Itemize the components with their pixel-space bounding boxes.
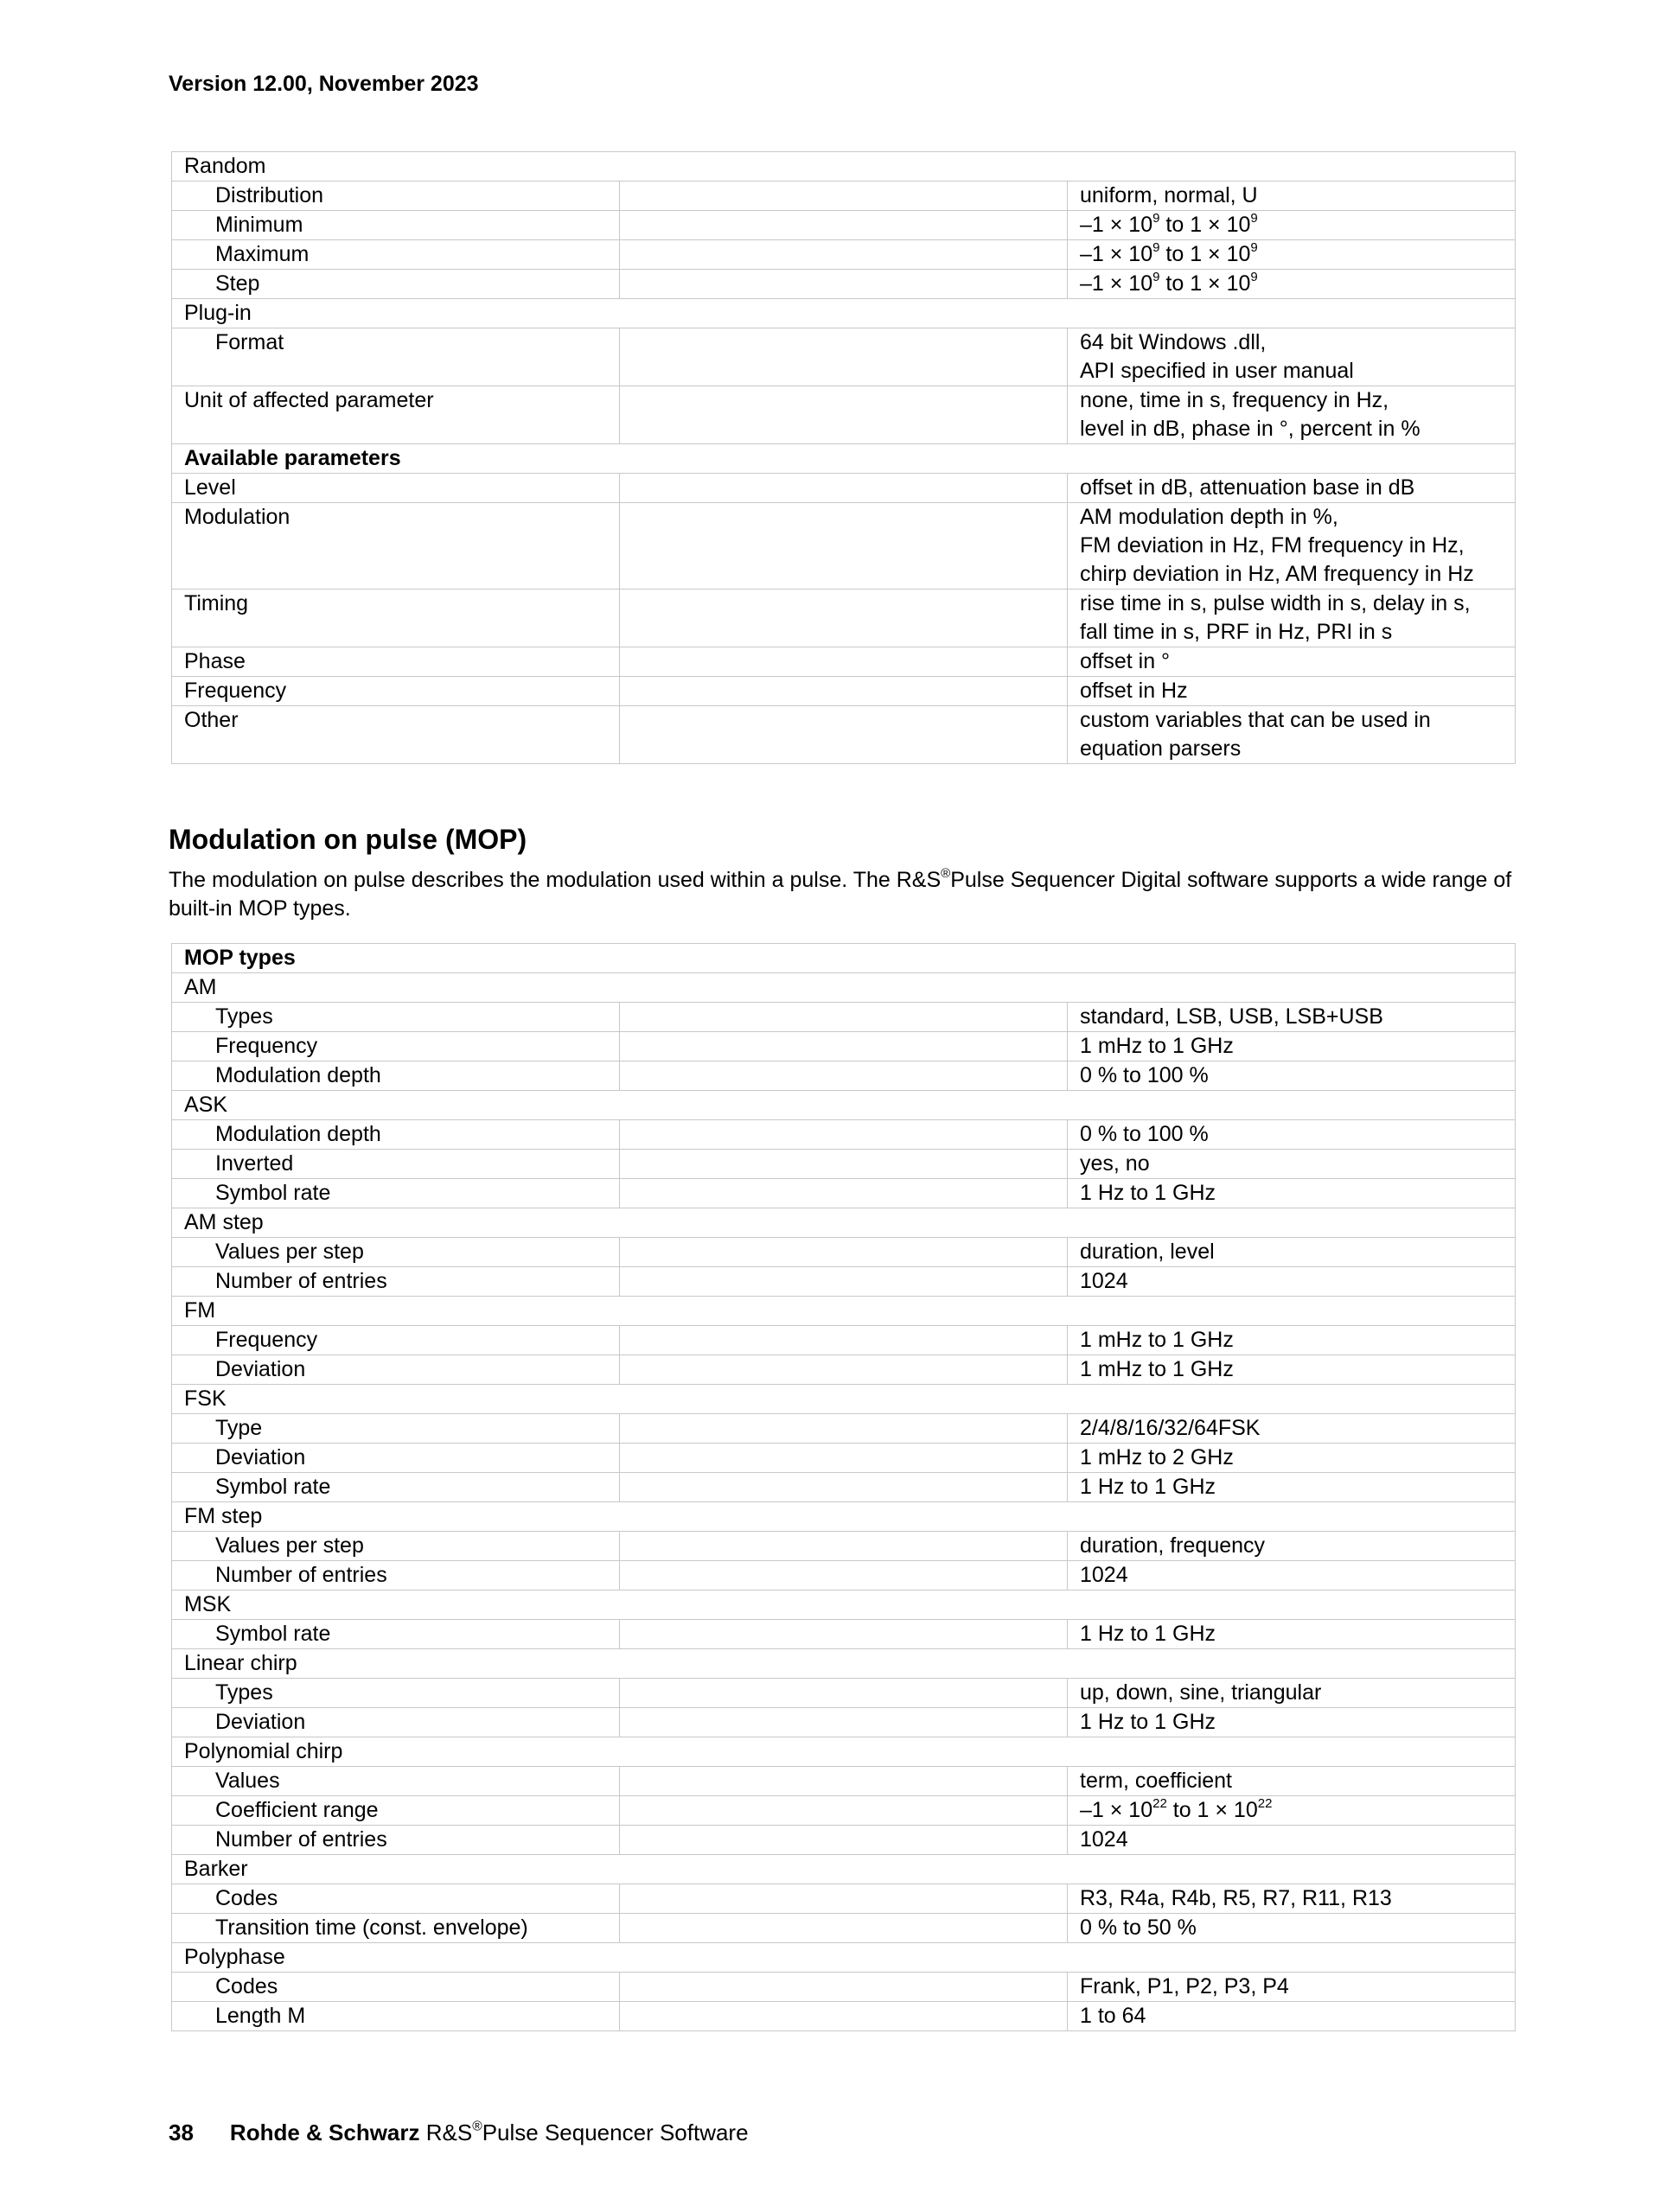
table-row [172, 1884, 1516, 1914]
table-group-row [172, 1649, 1516, 1679]
table-row [172, 647, 1516, 677]
parameter-label: Types [172, 1003, 620, 1032]
parameter-value: up, down, sine, triangular [1068, 1679, 1516, 1708]
group-label: Polynomial chirp [172, 1737, 1516, 1767]
parameter-label: Number of entries [172, 1267, 620, 1297]
parameter-value: 1 mHz to 1 GHz [1068, 1355, 1516, 1385]
table-row [172, 1238, 1516, 1267]
table-row [172, 1150, 1516, 1179]
footer-brand: Rohde & Schwarz [229, 2120, 420, 2145]
parameter-label: Phase [172, 647, 620, 677]
parameter-label: Symbol rate [172, 1620, 620, 1649]
table-row [172, 1796, 1516, 1826]
empty-cell [620, 647, 1068, 677]
parameter-label: Frequency [172, 1032, 620, 1061]
group-label: Plug-in [172, 299, 1516, 328]
empty-cell [620, 590, 1068, 647]
table-group-row [172, 1208, 1516, 1238]
parameter-value: offset in ° [1068, 647, 1516, 677]
exponent: 9 [1250, 210, 1258, 226]
parameter-label: Distribution [172, 182, 620, 211]
parameter-value: 0 % to 100 % [1068, 1120, 1516, 1150]
empty-cell [620, 1796, 1068, 1826]
table-row [172, 2002, 1516, 2031]
table-row [172, 240, 1516, 270]
value-part: to 1 × 10 [1166, 1798, 1258, 1822]
parameter-label: Types [172, 1679, 620, 1708]
page-number: 38 [169, 2120, 194, 2145]
parameter-value: duration, level [1068, 1238, 1516, 1267]
intro-text-end: Pulse Sequencer Digital software supports a wide range of built-in MOP types. [169, 868, 1512, 921]
table-row [172, 386, 1516, 444]
table-row [172, 1532, 1516, 1561]
value-part: to 1 × 10 [1159, 242, 1251, 266]
group-label: FSK [172, 1385, 1516, 1414]
empty-cell [620, 1884, 1068, 1914]
parameter-value [1068, 270, 1516, 299]
empty-cell [620, 1620, 1068, 1649]
parameter-label: Values per step [172, 1532, 620, 1561]
parameter-label: Modulation depth [172, 1120, 620, 1150]
exponent: 9 [1250, 239, 1258, 255]
parameter-value: 2/4/8/16/32/64FSK [1068, 1414, 1516, 1444]
table-row [172, 1267, 1516, 1297]
empty-cell [620, 1061, 1068, 1091]
parameter-value: offset in Hz [1068, 677, 1516, 706]
group-label: ASK [172, 1091, 1516, 1120]
empty-cell [620, 706, 1068, 764]
table-row [172, 1767, 1516, 1796]
table-group-row [172, 1385, 1516, 1414]
parameter-label: Deviation [172, 1444, 620, 1473]
empty-cell [620, 1473, 1068, 1502]
footer-product-suffix: Pulse Sequencer Software [482, 2120, 749, 2145]
empty-cell [620, 1973, 1068, 2002]
parameter-label: Unit of affected parameter [172, 386, 620, 444]
parameter-label: Values per step [172, 1238, 620, 1267]
empty-cell [620, 1003, 1068, 1032]
table-row [172, 590, 1516, 647]
empty-cell [620, 1267, 1068, 1297]
parameter-value: 1 Hz to 1 GHz [1068, 1620, 1516, 1649]
table-row [172, 1914, 1516, 1943]
parameter-label: Symbol rate [172, 1473, 620, 1502]
empty-cell [620, 474, 1068, 503]
parameter-label: Type [172, 1414, 620, 1444]
parameter-value: 1 mHz to 1 GHz [1068, 1326, 1516, 1355]
parameter-label: Number of entries [172, 1826, 620, 1855]
footer-product-prefix: R&S [419, 2120, 473, 2145]
parameter-value: R3, R4a, R4b, R5, R7, R11, R13 [1068, 1884, 1516, 1914]
table-group-row [172, 944, 1516, 973]
parameter-value: 1024 [1068, 1561, 1516, 1590]
parameter-value: 0 % to 50 % [1068, 1914, 1516, 1943]
parameter-value [1068, 1796, 1516, 1826]
group-label: Polyphase [172, 1943, 1516, 1973]
parameter-label: Level [172, 474, 620, 503]
table-group-row [172, 1737, 1516, 1767]
empty-cell [620, 211, 1068, 240]
empty-cell [620, 1326, 1068, 1355]
table-row [172, 182, 1516, 211]
parameter-label: Step [172, 270, 620, 299]
value-part: –1 × 10 [1080, 242, 1153, 266]
parameter-label: Transition time (const. envelope) [172, 1914, 620, 1943]
exponent: 22 [1152, 1795, 1167, 1811]
empty-cell [620, 386, 1068, 444]
parameter-value: 1024 [1068, 1826, 1516, 1855]
group-label: MOP types [172, 944, 1516, 973]
parameter-label: Codes [172, 1973, 620, 2002]
parameter-label: Frequency [172, 677, 620, 706]
empty-cell [620, 1914, 1068, 1943]
table-row [172, 1679, 1516, 1708]
table-row [172, 1032, 1516, 1061]
empty-cell [620, 1414, 1068, 1444]
parameter-value: 1 Hz to 1 GHz [1068, 1179, 1516, 1208]
table-group-row [172, 1502, 1516, 1532]
table-group-row [172, 973, 1516, 1003]
table-row [172, 677, 1516, 706]
parameter-value: AM modulation depth in %, FM deviation in Hz, FM frequency in Hz, chirp deviation in Hz, AM frequency in Hz [1068, 503, 1516, 590]
group-label: MSK [172, 1590, 1516, 1620]
value-part: to 1 × 10 [1159, 271, 1251, 296]
table-row [172, 1473, 1516, 1502]
group-label: FM [172, 1297, 1516, 1326]
parameter-value: rise time in s, pulse width in s, delay in s, fall time in s, PRF in Hz, PRI in s [1068, 590, 1516, 647]
empty-cell [620, 328, 1068, 386]
parameter-label: Values [172, 1767, 620, 1796]
empty-cell [620, 503, 1068, 590]
table-row [172, 1826, 1516, 1855]
table-row [172, 1973, 1516, 2002]
group-label: Random [172, 152, 1516, 182]
table-row [172, 706, 1516, 764]
page-header-version: Version 12.00, November 2023 [169, 72, 479, 96]
empty-cell [620, 1767, 1068, 1796]
parameter-label: Inverted [172, 1150, 620, 1179]
page-footer [169, 2120, 749, 2146]
group-label: Linear chirp [172, 1649, 1516, 1679]
table-row [172, 1326, 1516, 1355]
parameter-value: yes, no [1068, 1150, 1516, 1179]
table-group-row [172, 299, 1516, 328]
table-row [172, 1120, 1516, 1150]
empty-cell [620, 2002, 1068, 2031]
parameter-value: 1 mHz to 1 GHz [1068, 1032, 1516, 1061]
parameter-label: Modulation [172, 503, 620, 590]
parameter-label: Timing [172, 590, 620, 647]
registered-mark: ® [941, 865, 951, 881]
parameter-label: Format [172, 328, 620, 386]
parameter-label: Modulation depth [172, 1061, 620, 1091]
exponent: 9 [1152, 269, 1160, 284]
intro-text-start: The modulation on pulse describes the modulation used within a pulse. The R&S [169, 868, 942, 892]
parameter-value: none, time in s, frequency in Hz, level in dB, phase in °, percent in % [1068, 386, 1516, 444]
parameter-value [1068, 211, 1516, 240]
table-row [172, 1561, 1516, 1590]
table-row [172, 1179, 1516, 1208]
parameter-label: Maximum [172, 240, 620, 270]
empty-cell [620, 1826, 1068, 1855]
value-part: –1 × 10 [1080, 271, 1153, 296]
table-group-row [172, 444, 1516, 474]
empty-cell [620, 1679, 1068, 1708]
table-row [172, 211, 1516, 240]
empty-cell [620, 677, 1068, 706]
table-row [172, 503, 1516, 590]
section-title: Modulation on pulse (MOP) [169, 824, 527, 855]
parameter-value: offset in dB, attenuation base in dB [1068, 474, 1516, 503]
parameter-value: 64 bit Windows .dll, API specified in user manual [1068, 328, 1516, 386]
empty-cell [620, 182, 1068, 211]
registered-mark: ® [472, 2119, 482, 2134]
parameter-value: 1 Hz to 1 GHz [1068, 1708, 1516, 1737]
exponent: 9 [1152, 210, 1160, 226]
parameter-label: Deviation [172, 1708, 620, 1737]
parameter-value: Frank, P1, P2, P3, P4 [1068, 1973, 1516, 2002]
exponent: 9 [1152, 239, 1160, 255]
value-part: –1 × 10 [1080, 1798, 1153, 1822]
empty-cell [620, 1355, 1068, 1385]
empty-cell [620, 1532, 1068, 1561]
empty-cell [620, 240, 1068, 270]
parameter-value: duration, frequency [1068, 1532, 1516, 1561]
table-row [172, 1355, 1516, 1385]
parameter-label: Minimum [172, 211, 620, 240]
exponent: 9 [1250, 269, 1258, 284]
parameter-value: standard, LSB, USB, LSB+USB [1068, 1003, 1516, 1032]
empty-cell [620, 1708, 1068, 1737]
parameter-value: custom variables that can be used in equation parsers [1068, 706, 1516, 764]
parameter-value: 1 mHz to 2 GHz [1068, 1444, 1516, 1473]
table-row [172, 1444, 1516, 1473]
parameter-label: Symbol rate [172, 1179, 620, 1208]
group-label: Available parameters [172, 444, 1516, 474]
table-row [172, 1061, 1516, 1091]
table-row [172, 474, 1516, 503]
parameter-label: Deviation [172, 1355, 620, 1385]
exponent: 22 [1257, 1795, 1273, 1811]
empty-cell [620, 1120, 1068, 1150]
section-intro [169, 866, 1526, 923]
group-label: Barker [172, 1855, 1516, 1884]
group-label: AM step [172, 1208, 1516, 1238]
parameter-label: Other [172, 706, 620, 764]
parameter-value: uniform, normal, U [1068, 182, 1516, 211]
table-row [172, 328, 1516, 386]
mop-types-table [171, 943, 1516, 2031]
group-label: AM [172, 973, 1516, 1003]
table-row [172, 1620, 1516, 1649]
empty-cell [620, 1032, 1068, 1061]
parameter-label: Frequency [172, 1326, 620, 1355]
parameter-value: 1 to 64 [1068, 2002, 1516, 2031]
value-part: to 1 × 10 [1159, 213, 1251, 237]
empty-cell [620, 1238, 1068, 1267]
parameters-table [171, 151, 1516, 764]
parameter-value: 1 Hz to 1 GHz [1068, 1473, 1516, 1502]
table-group-row [172, 1943, 1516, 1973]
parameter-value: 0 % to 100 % [1068, 1061, 1516, 1091]
parameter-label: Coefficient range [172, 1796, 620, 1826]
table-row [172, 1414, 1516, 1444]
table-row [172, 1003, 1516, 1032]
parameter-value: term, coefficient [1068, 1767, 1516, 1796]
parameter-value [1068, 240, 1516, 270]
table-group-row [172, 1590, 1516, 1620]
table-row [172, 270, 1516, 299]
table-group-row [172, 1297, 1516, 1326]
table-row [172, 1708, 1516, 1737]
empty-cell [620, 1444, 1068, 1473]
empty-cell [620, 1179, 1068, 1208]
table-group-row [172, 1855, 1516, 1884]
parameter-label: Length M [172, 2002, 620, 2031]
table-group-row [172, 1091, 1516, 1120]
empty-cell [620, 270, 1068, 299]
parameter-value: 1024 [1068, 1267, 1516, 1297]
parameter-label: Number of entries [172, 1561, 620, 1590]
group-label: FM step [172, 1502, 1516, 1532]
empty-cell [620, 1150, 1068, 1179]
value-part: –1 × 10 [1080, 213, 1153, 237]
table-group-row [172, 152, 1516, 182]
empty-cell [620, 1561, 1068, 1590]
parameter-label: Codes [172, 1884, 620, 1914]
